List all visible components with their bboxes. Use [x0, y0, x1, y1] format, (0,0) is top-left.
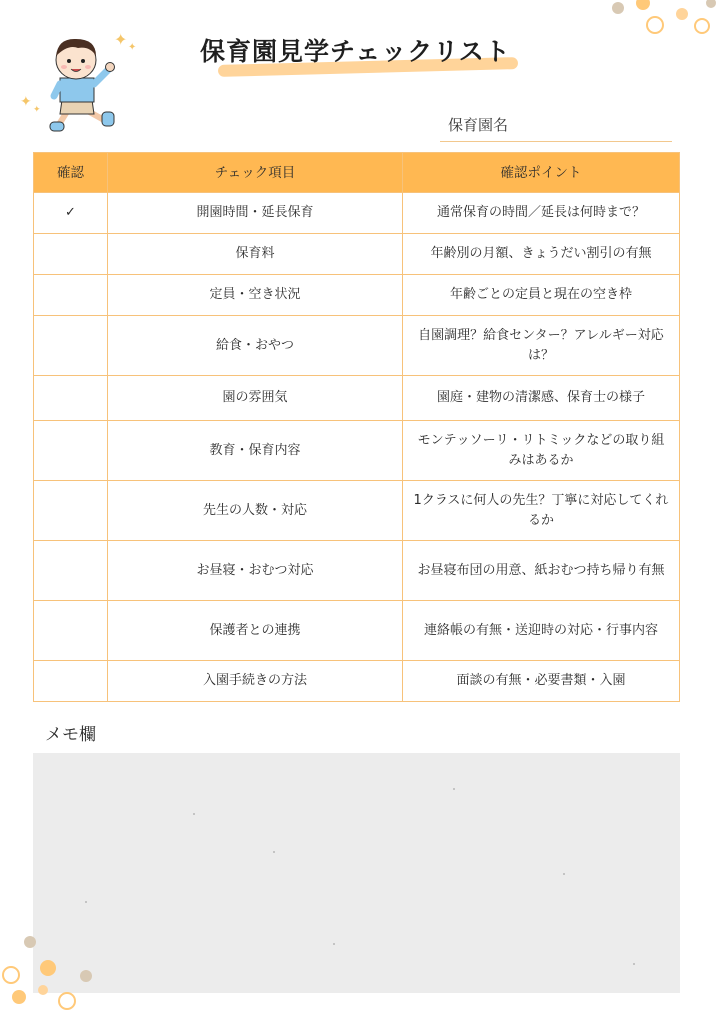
table-row — [34, 193, 680, 234]
decor-ring-icon — [58, 992, 76, 1010]
checklist-table — [33, 152, 680, 702]
header-point: 確認ポイント — [403, 153, 680, 193]
check-cell[interactable] — [34, 481, 108, 541]
table-row — [34, 376, 680, 421]
decor-ring-icon — [694, 18, 710, 34]
item-cell: 定員・空き状況 — [108, 275, 403, 316]
item-cell: 開園時間・延長保育 — [108, 193, 403, 234]
decor-ring-icon — [2, 966, 20, 984]
paper-speck — [333, 943, 335, 945]
decor-ring-icon — [646, 16, 664, 34]
sparkle-icon: ✦ — [33, 105, 41, 115]
header-item: チェック項目 — [108, 153, 403, 193]
table-row — [34, 481, 680, 541]
decor-dot-icon — [676, 8, 688, 20]
point-cell: 通常保育の時間／延長は何時まで？ — [403, 193, 680, 234]
decor-dot-icon — [24, 936, 36, 948]
table-header-row — [34, 153, 680, 193]
table-row — [34, 316, 680, 376]
check-cell[interactable] — [34, 421, 108, 481]
point-cell: モンテッソーリ・リトミックなどの取り組みはあるか — [403, 421, 680, 481]
decor-dot-icon — [40, 960, 56, 976]
table-row — [34, 601, 680, 661]
sparkle-icon: ✦ — [128, 42, 137, 53]
check-cell[interactable] — [34, 275, 108, 316]
item-cell: 園の雰囲気 — [108, 376, 403, 421]
table-row — [34, 541, 680, 601]
title-block — [200, 30, 530, 78]
item-cell: 給食・おやつ — [108, 316, 403, 376]
item-cell: お昼寝・おむつ対応 — [108, 541, 403, 601]
memo-label: メモ欄 — [45, 725, 96, 745]
point-cell: 自園調理？給食センター？アレルギー対応は？ — [403, 316, 680, 376]
check-cell[interactable] — [34, 541, 108, 601]
header-check: 確認 — [34, 153, 108, 193]
nursery-name-input-line[interactable] — [440, 141, 672, 142]
table-row — [34, 421, 680, 481]
decor-dot-icon — [706, 0, 716, 8]
paper-speck — [563, 873, 565, 875]
check-cell[interactable] — [34, 234, 108, 275]
paper-speck — [85, 901, 87, 903]
point-cell: 連絡帳の有無・送迎時の対応・行事内容 — [403, 601, 680, 661]
item-cell: 教育・保育内容 — [108, 421, 403, 481]
check-cell[interactable] — [34, 316, 108, 376]
item-cell: 保育料 — [108, 234, 403, 275]
paper-speck — [273, 851, 275, 853]
decor-dot-icon — [612, 2, 624, 14]
paper-speck — [453, 788, 455, 790]
page-title: 保育園見学チェックリスト — [200, 37, 511, 66]
point-cell: 年齢別の月額、きょうだい割引の有無 — [403, 234, 680, 275]
point-cell: 1クラスに何人の先生？丁寧に対応してくれるか — [403, 481, 680, 541]
item-cell: 保護者との連携 — [108, 601, 403, 661]
sparkle-icon: ✦ — [114, 30, 128, 49]
check-cell[interactable]: ✓ — [34, 193, 108, 234]
check-cell[interactable] — [34, 601, 108, 661]
point-cell: お昼寝布団の用意、紙おむつ持ち帰り有無 — [403, 541, 680, 601]
decor-dot-icon — [80, 970, 92, 982]
item-cell: 先生の人数・対応 — [108, 481, 403, 541]
table-row — [34, 661, 680, 702]
decor-dot-icon — [636, 0, 650, 10]
nursery-name-label: 保育園名 — [448, 116, 509, 134]
table-row — [34, 275, 680, 316]
decor-dot-icon — [12, 990, 26, 1004]
check-cell[interactable] — [34, 376, 108, 421]
memo-area[interactable] — [33, 753, 680, 993]
item-cell: 入園手続きの方法 — [108, 661, 403, 702]
paper-speck — [193, 813, 195, 815]
check-cell[interactable] — [34, 661, 108, 702]
point-cell: 園庭・建物の清潔感、保育士の様子 — [403, 376, 680, 421]
point-cell: 面談の有無・必要書類・入園 — [403, 661, 680, 702]
decor-dot-icon — [38, 985, 48, 995]
paper-speck — [633, 963, 635, 965]
point-cell: 年齢ごとの定員と現在の空き枠 — [403, 275, 680, 316]
sparkle-icon: ✦ — [20, 94, 32, 110]
table-row — [34, 234, 680, 275]
